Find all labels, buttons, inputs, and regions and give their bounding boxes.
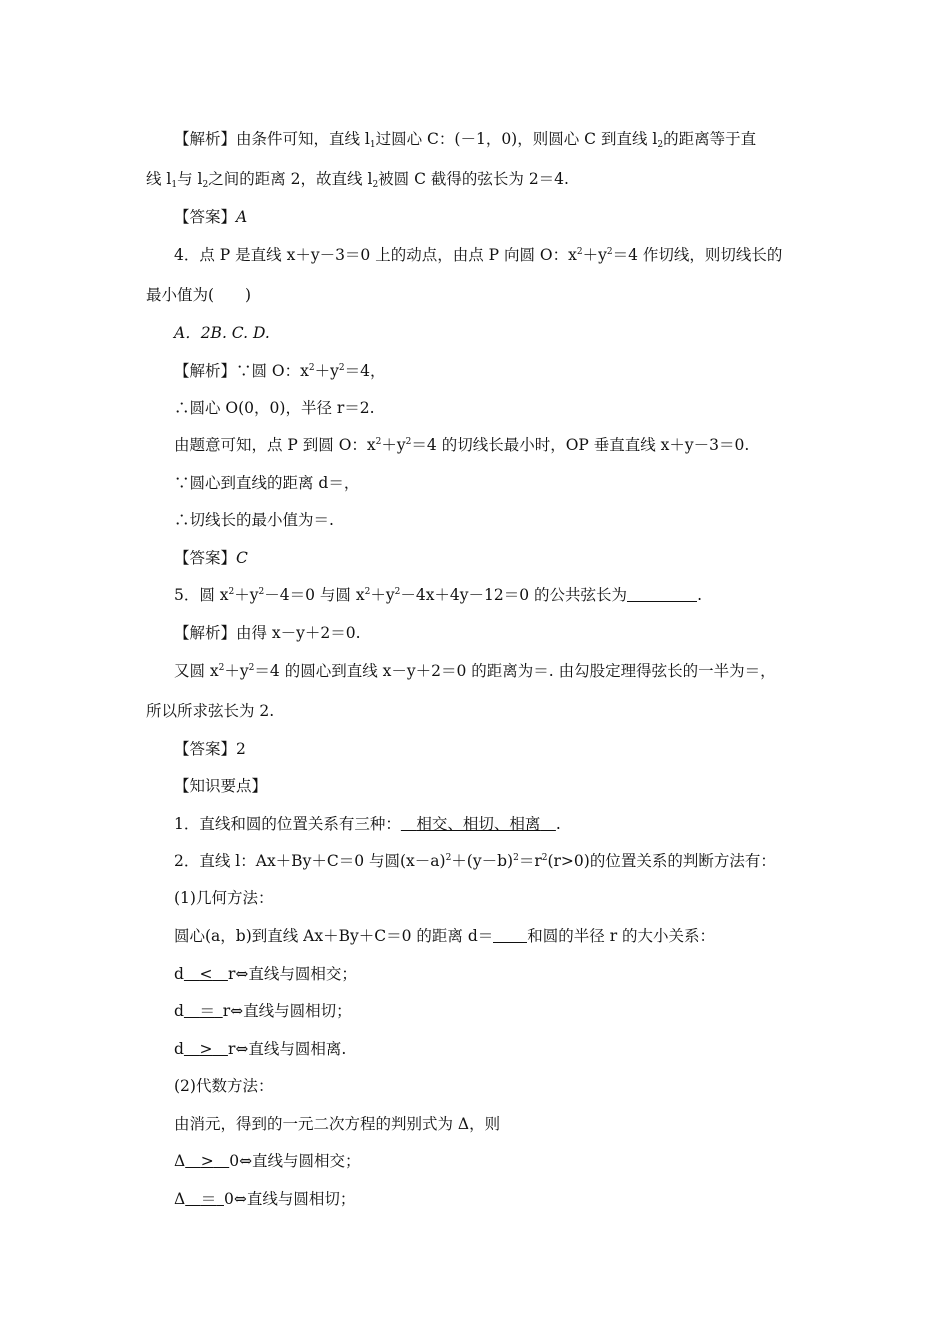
analysis-q3-line2: 线 $l_1$与 $l_2$之间的距离 2，故直线 $l_2$被圆 C 截得的弦长为 2＝4.	[146, 170, 569, 190]
fill-answer-relations: 相交、相切、相离	[416, 815, 541, 833]
analysis-q4-line3: 由题意可知，点 P 到圆 O：$x^2+y^2=4$ 的切线长最小时，OP 垂直直线 x＋y－3＝0.	[174, 436, 750, 454]
algebraic-method-heading: (2)代数方法：	[174, 1077, 274, 1095]
knowledge-point-2: 2．直线 l：Ax＋By＋C＝0 与圆$(x-a)^2+(y-b)^2=r^2(r>0)$的位置关系的判断方法有：	[174, 852, 776, 870]
geometric-method-heading: (1)几何方法：	[174, 889, 274, 907]
analysis-q5-line2: 又圆 $x^2+y^2=4$ 的圆心到直线 x－y＋2＝0 的距离为＝. 由勾股定理得弦长的一半为＝，	[174, 662, 776, 680]
answer-blank[interactable]	[627, 587, 697, 602]
algebraic-method-desc: 由消元，得到的一元二次方程的判别式为 Δ，则	[174, 1115, 501, 1133]
question-4-options: A．2B. C. D.	[174, 324, 270, 342]
knowledge-point-1: 1．直线和圆的位置关系有三种： 相交、相切、相离 .	[174, 815, 561, 833]
knowledge-points-heading: 【知识要点】	[174, 777, 268, 795]
question-4-line2: 最小值为( )	[146, 286, 252, 304]
analysis-q4-line5: ∴切线长的最小值为＝.	[174, 511, 334, 529]
analysis-q5-line3: 所以所求弦长为 2.	[146, 702, 275, 720]
delta-intersect: Δ > 0⇔直线与圆相交；	[174, 1152, 361, 1170]
condition-tangent: d ＝ r⇔直线与圆相切；	[174, 1002, 352, 1020]
answer-q4: 【答案】C	[174, 549, 248, 567]
distance-blank[interactable]	[493, 928, 527, 943]
analysis-q4-line4: ∵圆心到直线的距离 d＝，	[174, 474, 360, 492]
geometric-method-distance: 圆心(a，b)到直线 Ax＋By＋C＝0 的距离 d＝ 和圆的半径 r 的大小关系：	[174, 927, 716, 945]
analysis-q5-line1: 【解析】由得 x－y＋2＝0.	[174, 624, 361, 642]
delta-tangent: Δ ＝ 0⇔直线与圆相切；	[174, 1190, 356, 1208]
question-4-line1: 4．点 P 是直线 x＋y－3＝0 上的动点，由点 P 向圆 O：$x^2+y^2=4$ 作切线，则切线长的	[174, 246, 783, 264]
condition-separate: d > r⇔直线与圆相离.	[174, 1040, 347, 1058]
analysis-q3-line1: 【解析】由条件可知，直线 $l_1$过圆心 C：(－1，0)，则圆心 C 到直线 $l_2$的距离等于直	[174, 130, 757, 150]
answer-q5: 【答案】2	[174, 740, 246, 758]
analysis-q4-line1: 【解析】∵圆 O：$x^2+y^2=4$，	[174, 362, 386, 380]
analysis-q4-line2: ∴圆心 O(0，0)，半径 r＝2.	[174, 399, 375, 417]
condition-intersect: d < r⇔直线与圆相交；	[174, 965, 357, 983]
question-5: 5．圆 $x^2+y^2-4=0$ 与圆 $x^2+y^2-4x+4y-12=0$ 的公共弦长为 .	[174, 586, 702, 604]
answer-q3: 【答案】A	[174, 208, 248, 226]
